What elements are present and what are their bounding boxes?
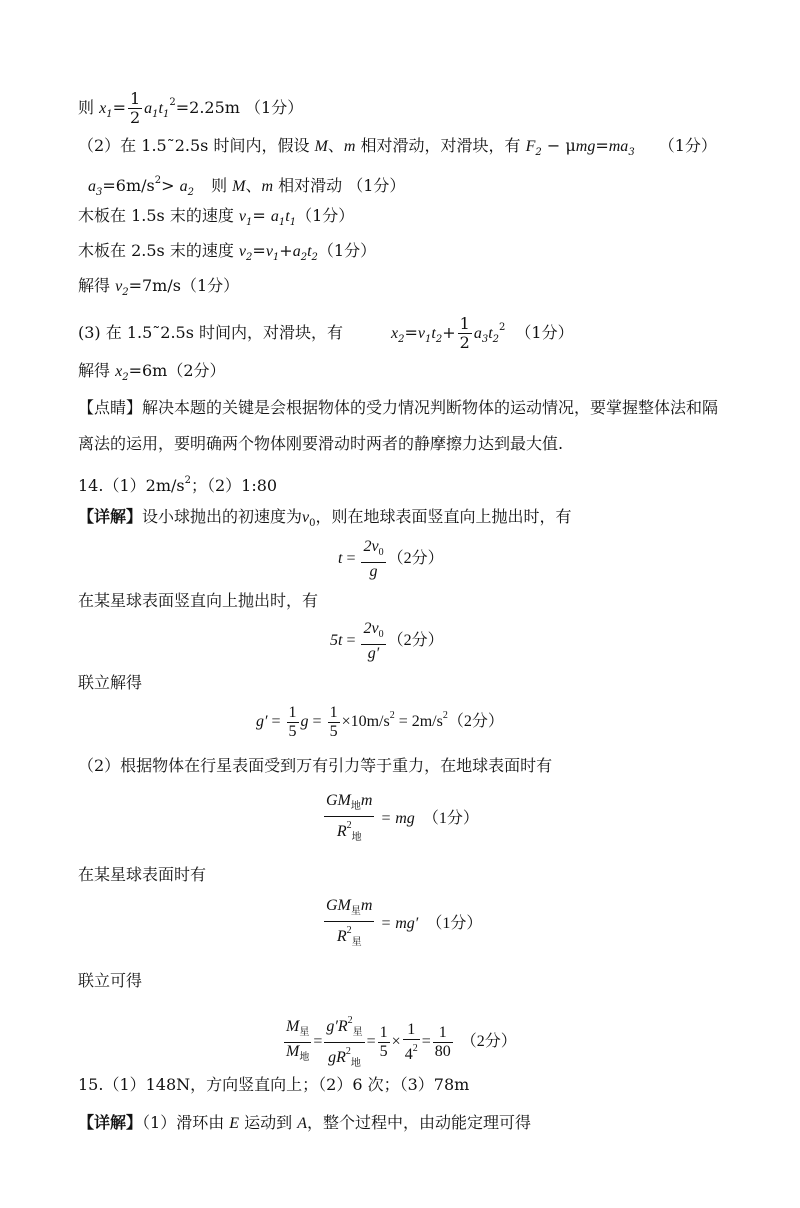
note-key-point-line2: 离法的运用，要明确两个物体刚要滑动时两者的静摩擦力达到最大值. [78,434,564,453]
formula-mass-ratio: $\frac{M_星}{M_地}$ = $\frac{g'R^2_星}{gR^2_地}$ = $\frac{1}{5}$ × $\frac{1}{4^2}$ = $\frac{1}{80}$ （2分） [282,1012,517,1073]
formula-earth-gravity: $\frac{GM_地m}{R^2_地}$ = mg （1分） [322,792,479,847]
fraction-one-fifth-c: $\frac{1}{5}$ [379,1024,388,1060]
fraction-GM-earth: $\frac{GM_地m}{R^2_地}$ [326,792,373,843]
line-x1-equation: 则 $x_1=$ $\frac{1}{2}$ $a_1t_1^2=2.25m$ （1分） [78,89,304,127]
fraction-2v0-g: $\frac{2v_0}{g}$ [363,538,384,580]
formula-planet-gravity: $\frac{GM_星m}{R^2_星}$ = mg′ （1分） [322,897,482,952]
line-v1-speed: 木板在 1.5s 末的速度 $v_1= a_1t_1(1$分） [78,206,355,228]
answer-15: 15.（1）148N，方向竖直向上；（2）6 次；（3）78m [78,1075,470,1094]
line-v2-result: 解得 $v_2=7m/s(1$分） [78,276,240,298]
line-part2-assumption: （2）在 1.5˜2.5s 时间内，假设 M、m 相对滑动，对滑块，有 $F_2 - \mu mg=ma_3$ （1分） [78,136,717,158]
fraction-one-fifth-a: $\frac{1}{5}$ [288,704,297,740]
answer-14: $14.(1)2m/s^2$；（2）1:80 [78,475,278,495]
line-part2-gravitation: （2）根据物体在行星表面受到万有引力等于重力，在地球表面时有 [78,756,553,775]
fraction-one-eightieth: $\frac{1}{80}$ [434,1024,451,1060]
line-combine-2: 联立可得 [78,971,143,990]
fraction-one-fifth-b: $\frac{1}{5}$ [329,704,338,740]
line-planet-surface: 在某星球表面时有 [78,865,207,884]
line-a3-compare: $a_3=6m/s^2> a_2$ 则 M、m 相对滑动 （1分） [88,175,406,198]
detail-15-intro: 【详解】（1）滑环由 E 运动到 A，整个过程中，由动能定理可得 [78,1113,532,1132]
fraction-2v0-gprime: $\frac{2v_0}{g'}$ [363,620,384,662]
line-part3-displacement: (3) 在 1.5˜2.5s 时间内，对滑块，有 $x_2=v_1t_2+$ $\frac{1}{2}$ $a_3t_2^2$ （1分） [78,314,574,352]
fraction-M-ratio: $\frac{M_星}{M_地}$ [286,1018,310,1063]
fraction-gR-ratio: $\frac{g'R^2_星}{gR^2_地}$ [324,1012,364,1073]
formula-g-prime: g′ = $\frac{1}{5}$ g = $\frac{1}{5}$ $\times 10m/s^2 = 2m/s^2(2$分） [256,704,504,740]
fraction-one-over-4sq: $\frac{1}{4^2}$ [404,1021,418,1063]
line-combine-1: 联立解得 [78,673,143,692]
fraction-half-2: $\frac{1}{2}$ [459,314,470,352]
formula-time-earth: t = $\frac{2v_0}{g}$ （2分） [338,538,444,580]
line-x2-result: 解得 $x_2=6m(2$分） [78,361,226,383]
fraction-GM-planet: $\frac{GM_星m}{R^2_星}$ [326,897,373,948]
note-key-point-line1: 【点睛】解决本题的关键是会根据物体的受力情况判断物体的运动情况，要掌握整体法和隔 [78,398,719,417]
line-planet-throw: 在某星球表面竖直向上抛出时，有 [78,591,319,610]
formula-time-planet: 5t = $\frac{2v_0}{g'}$ （2分） [330,620,444,662]
line-v2-speed: 木板在 2.5s 末的速度 $v_2=v_1+a_2t_2(1$分） [78,241,377,263]
fraction-half: $\frac{1}{2}$ [129,89,141,127]
detail-14-intro: 【详解】设小球抛出的初速度为$v_0$，则在地球表面竖直向上抛出时，有 [78,507,572,529]
